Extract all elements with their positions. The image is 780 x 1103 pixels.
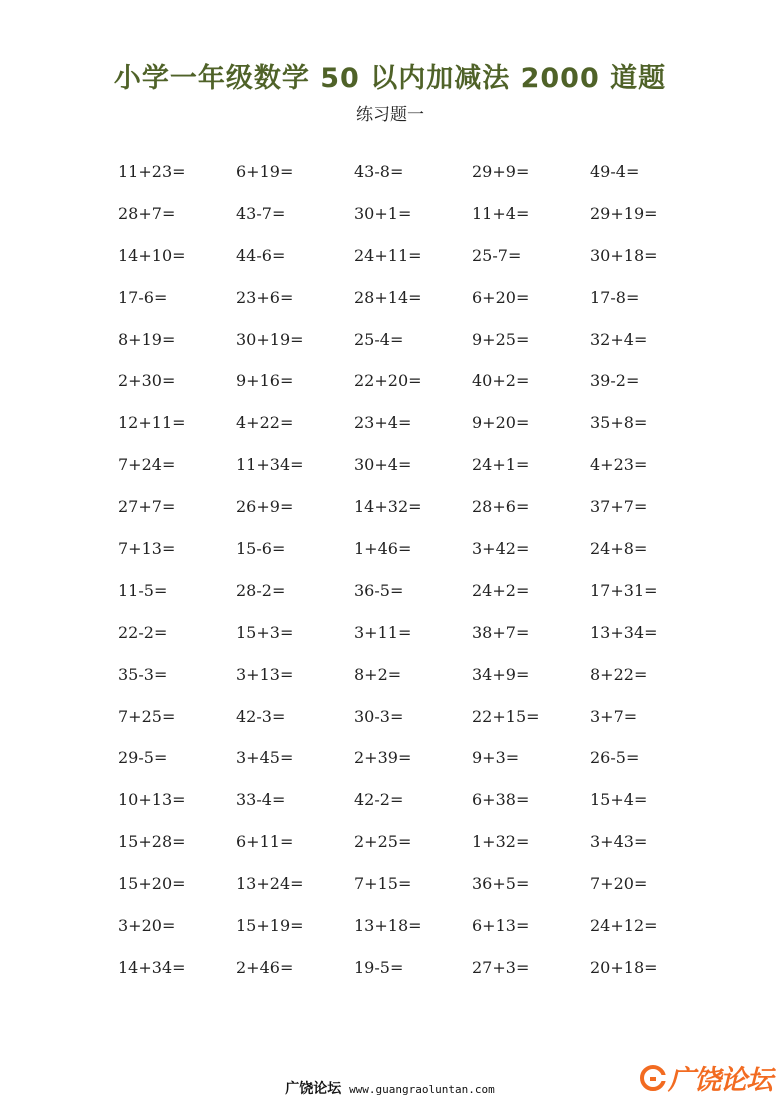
math-problem: 29-5=: [118, 748, 168, 768]
math-problem: 3+42=: [472, 539, 530, 559]
math-problem: 43-7=: [236, 203, 286, 223]
math-problem: 3+43=: [590, 832, 648, 852]
footer-site-url: www.guangraoluntan.com: [349, 1083, 495, 1096]
math-problem: 22+15=: [472, 706, 540, 726]
math-problem: 12+11=: [118, 413, 186, 433]
math-problem: 25-7=: [472, 245, 522, 265]
math-problem: 11+34=: [236, 455, 304, 475]
footer-site-name: 广饶论坛: [285, 1081, 342, 1097]
g-circle-logo-icon: [640, 1065, 666, 1091]
math-problem: 3+13=: [236, 664, 294, 684]
math-problem: 36+5=: [472, 874, 530, 894]
math-problem: 35+8=: [590, 413, 648, 433]
math-problem: 15+28=: [118, 832, 186, 852]
math-problem: 7+20=: [590, 874, 648, 894]
worksheet-subtitle: 练习题一: [356, 105, 424, 125]
math-problem: 3+11=: [354, 622, 412, 642]
math-problem: 24+2=: [472, 580, 530, 600]
math-problem: 30+4=: [354, 455, 412, 475]
math-problem: 4+22=: [236, 413, 294, 433]
math-problem: 23+6=: [236, 287, 294, 307]
math-problem: 9+25=: [472, 329, 530, 349]
math-problem: 28+7=: [118, 203, 176, 223]
math-problem: 27+7=: [118, 497, 176, 517]
math-problem: 8+22=: [590, 664, 648, 684]
math-problem: 14+34=: [118, 957, 186, 977]
math-problem: 14+32=: [354, 497, 422, 517]
math-problem: 10+13=: [118, 790, 186, 810]
math-problem: 30+1=: [354, 203, 412, 223]
math-problem: 24+11=: [354, 245, 422, 265]
math-problem: 29+19=: [590, 203, 658, 223]
math-problem: 30+18=: [590, 245, 658, 265]
problem-grid: [118, 160, 718, 998]
math-problem: 17-6=: [118, 287, 168, 307]
math-problem: 26+9=: [236, 497, 294, 517]
math-problem: 42-2=: [354, 790, 404, 810]
math-problem: 35-3=: [118, 664, 168, 684]
worksheet-title: 小学一年级数学 50 以内加减法 2000 道题: [113, 63, 667, 94]
math-problem: 36-5=: [354, 580, 404, 600]
math-problem: 1+32=: [472, 832, 530, 852]
math-problem: 13+34=: [590, 622, 658, 642]
math-problem: 23+4=: [354, 413, 412, 433]
math-problem: 20+18=: [590, 957, 658, 977]
math-problem: 19-5=: [354, 957, 404, 977]
math-problem: 15+20=: [118, 874, 186, 894]
math-problem: 11+23=: [118, 162, 186, 181]
math-problem: 28-2=: [236, 580, 286, 600]
math-problem: 44-6=: [236, 245, 286, 265]
math-problem: 2+30=: [118, 371, 176, 391]
math-problem: 6+13=: [472, 916, 530, 936]
math-problem: 39-2=: [590, 371, 640, 391]
math-problem: 15+4=: [590, 790, 648, 810]
math-problem: 24+1=: [472, 455, 530, 475]
math-problem: 8+2=: [354, 664, 402, 684]
math-problem: 3+45=: [236, 748, 294, 768]
math-problem: 38+7=: [472, 622, 530, 642]
math-problem: 3+20=: [118, 916, 176, 936]
math-problem: 14+10=: [118, 245, 186, 265]
math-problem: 30-3=: [354, 706, 404, 726]
math-problem: 9+3=: [472, 748, 520, 768]
math-problem: 9+20=: [472, 413, 530, 433]
site-logo: [640, 1058, 772, 1097]
math-problem: 2+25=: [354, 832, 412, 852]
math-problem: 24+12=: [590, 916, 658, 936]
math-problem: 7+25=: [118, 706, 176, 726]
math-problem: 43-8=: [354, 162, 404, 181]
math-problem: 26-5=: [590, 748, 640, 768]
math-problem: 40+2=: [472, 371, 530, 391]
math-problem: 6+38=: [472, 790, 530, 810]
math-problem: 13+18=: [354, 916, 422, 936]
math-problem: 49-4=: [590, 162, 640, 181]
math-problem: 15-6=: [236, 539, 286, 559]
math-problem: 7+24=: [118, 455, 176, 475]
math-problem: 1+46=: [354, 539, 412, 559]
math-problem: 13+24=: [236, 874, 304, 894]
math-problem: 28+6=: [472, 497, 530, 517]
math-problem: 7+15=: [354, 874, 412, 894]
math-problem: 22-2=: [118, 622, 168, 642]
math-problem: 7+13=: [118, 539, 176, 559]
math-problem: 22+20=: [354, 371, 422, 391]
math-problem: 9+16=: [236, 371, 294, 391]
math-problem: 37+7=: [590, 497, 648, 517]
math-problem: 42-3=: [236, 706, 286, 726]
math-problem: 4+23=: [590, 455, 648, 475]
math-problem: 8+19=: [118, 329, 176, 349]
math-problem: 11+4=: [472, 203, 530, 223]
math-problem: 6+20=: [472, 287, 530, 307]
math-problem: 34+9=: [472, 664, 530, 684]
math-problem: 2+46=: [236, 957, 294, 977]
math-problem: 33-4=: [236, 790, 286, 810]
math-problem: 15+19=: [236, 916, 304, 936]
math-problem: 27+3=: [472, 957, 530, 977]
math-problem: 6+11=: [236, 832, 294, 852]
math-problem: 17+31=: [590, 580, 658, 600]
math-problem: 25-4=: [354, 329, 404, 349]
math-problem: 15+3=: [236, 622, 294, 642]
math-problem: 2+39=: [354, 748, 412, 768]
math-problem: 3+7=: [590, 706, 638, 726]
math-problem: 30+19=: [236, 329, 304, 349]
math-problem: 24+8=: [590, 539, 648, 559]
math-problem: 6+19=: [236, 162, 294, 181]
math-problem: 32+4=: [590, 329, 648, 349]
math-problem: 29+9=: [472, 162, 530, 181]
logo-text: 广饶论坛: [668, 1065, 772, 1096]
math-problem: 28+14=: [354, 287, 422, 307]
math-problem: 11-5=: [118, 580, 168, 600]
math-problem: 17-8=: [590, 287, 640, 307]
